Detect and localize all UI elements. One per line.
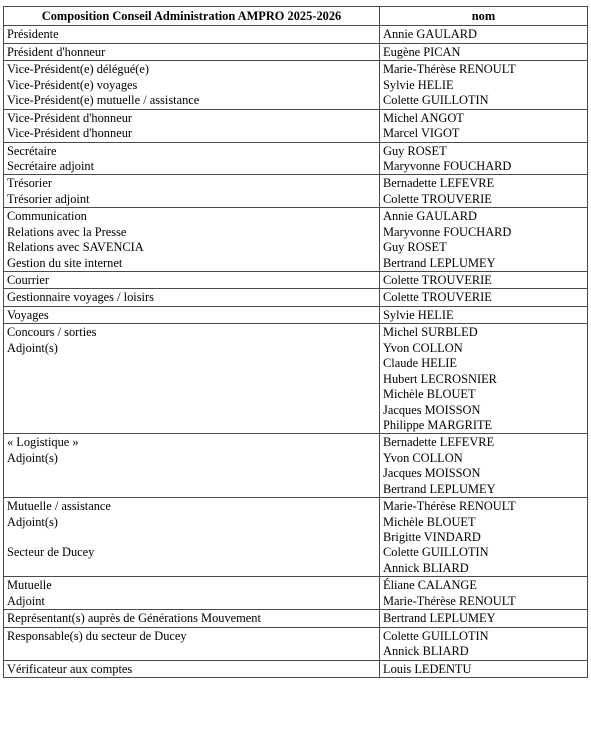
role-label: [7, 482, 376, 497]
name-cell: [380, 434, 588, 498]
member-name: Maryvonne FOUCHARD: [383, 224, 512, 239]
role-label: Voyages: [7, 307, 49, 322]
member-name: Bertrand LEPLUMEY: [383, 611, 496, 626]
role-cell: [4, 610, 380, 627]
member-name: Annick BLIARD: [383, 560, 469, 575]
role-label: Relations avec la Presse: [7, 224, 127, 239]
member-name: Claude HELIE: [383, 356, 457, 371]
role-label: [7, 418, 376, 433]
role-label: Vice-Président d'honneur: [7, 110, 133, 125]
table-row: [4, 43, 588, 60]
role-label: Courrier: [7, 273, 49, 288]
member-name: Michèle BLOUET: [383, 387, 476, 402]
table-row: [4, 577, 588, 610]
role-cell: [4, 175, 380, 208]
role-cell: [4, 61, 380, 109]
table-row: [4, 61, 588, 109]
table-row: [4, 109, 588, 142]
member-name: Yvon COLLON: [383, 340, 463, 355]
role-cell: [4, 660, 380, 677]
name-cell: [380, 43, 588, 60]
member-name: Marie-Thérèse RENOULT: [383, 499, 516, 514]
role-label: [7, 356, 376, 371]
role-label: Communication: [7, 209, 87, 224]
role-cell: [4, 142, 380, 175]
role-label: Secrétaire: [7, 143, 57, 158]
name-cell: [380, 26, 588, 43]
name-cell: [380, 577, 588, 610]
role-label: [7, 387, 376, 402]
role-cell: [4, 272, 380, 289]
role-cell: [4, 208, 380, 272]
name-cell: [380, 272, 588, 289]
member-name: Michel ANGOT: [383, 110, 464, 125]
name-cell: [380, 289, 588, 306]
role-label: Vice-Président d'honneur: [7, 126, 133, 141]
member-name: Colette TROUVERIE: [383, 290, 492, 305]
member-name: Marcel VIGOT: [383, 126, 460, 141]
role-cell: [4, 577, 380, 610]
role-label: Trésorier: [7, 176, 52, 191]
role-cell: [4, 43, 380, 60]
role-label: Adjoint(s): [7, 340, 58, 355]
member-name: Jacques MOISSON: [383, 466, 481, 481]
member-name: Michel SURBLED: [383, 325, 478, 340]
role-label: Président d'honneur: [7, 44, 106, 59]
table-row: [4, 289, 588, 306]
name-cell: [380, 142, 588, 175]
member-name: Maryvonne FOUCHARD: [383, 158, 512, 173]
name-cell: [380, 324, 588, 434]
table-row: [4, 208, 588, 272]
member-name: Bernadette LEFEVRE: [383, 176, 495, 191]
member-name: Colette GUILLOTIN: [383, 545, 489, 560]
member-name: Marie-Thérèse RENOULT: [383, 593, 516, 608]
header-role: Composition Conseil Administration AMPRO 2025-2026: [4, 7, 380, 26]
table-row: [4, 660, 588, 677]
table-row: [4, 610, 588, 627]
member-name: Bertrand LEPLUMEY: [383, 255, 496, 270]
role-cell: [4, 26, 380, 43]
table-row: [4, 306, 588, 323]
table-body: [4, 26, 588, 678]
table-row: [4, 26, 588, 43]
table-header-row: [4, 7, 588, 26]
role-label: Représentant(s) auprès de Générations Mouvement: [7, 611, 261, 626]
name-cell: [380, 61, 588, 109]
table-row: [4, 434, 588, 498]
role-cell: [4, 289, 380, 306]
member-name: Éliane CALANGE: [383, 578, 477, 593]
role-label: Vice-Président(e) mutuelle / assistance: [7, 93, 200, 108]
name-cell: [380, 498, 588, 577]
name-cell: [380, 610, 588, 627]
role-label: [7, 530, 376, 545]
role-label: Vice-Président(e) délégué(e): [7, 62, 150, 77]
role-label: Concours / sorties: [7, 325, 97, 340]
member-name: Hubert LECROSNIER: [383, 371, 497, 386]
member-name: Eugène PICAN: [383, 44, 461, 59]
role-cell: [4, 109, 380, 142]
member-name: Annie GAULARD: [383, 209, 477, 224]
member-name: Colette GUILLOTIN: [383, 93, 489, 108]
member-name: Colette TROUVERIE: [383, 273, 492, 288]
member-name: Marie-Thérèse RENOULT: [383, 62, 516, 77]
table-row: [4, 324, 588, 434]
role-cell: [4, 627, 380, 660]
member-name: Yvon COLLON: [383, 450, 463, 465]
role-label: Secrétaire adjoint: [7, 158, 95, 173]
member-name: Colette TROUVERIE: [383, 191, 492, 206]
header-name: nom: [380, 7, 588, 26]
table-row: [4, 627, 588, 660]
role-label: « Logistique »: [7, 435, 79, 450]
member-name: Annie GAULARD: [383, 27, 477, 42]
role-label: Gestionnaire voyages / loisirs: [7, 290, 154, 305]
role-label: Adjoint(s): [7, 514, 58, 529]
role-label: Mutuelle / assistance: [7, 499, 111, 514]
name-cell: [380, 109, 588, 142]
name-cell: [380, 175, 588, 208]
name-cell: [380, 208, 588, 272]
board-composition-table: [3, 6, 588, 678]
role-label: Trésorier adjoint: [7, 191, 90, 206]
member-name: Bertrand LEPLUMEY: [383, 481, 496, 496]
role-label: [7, 466, 376, 481]
role-label: Relations avec SAVENCIA: [7, 240, 144, 255]
table-row: [4, 142, 588, 175]
member-name: Louis LEDENTU: [383, 661, 472, 676]
member-name: Brigitte VINDARD: [383, 530, 481, 545]
role-label: Mutuelle: [7, 578, 52, 593]
role-label: Adjoint(s): [7, 450, 58, 465]
role-label: Adjoint: [7, 593, 45, 608]
role-label: [7, 561, 376, 576]
member-name: Colette GUILLOTIN: [383, 628, 489, 643]
member-name: Sylvie HELIE: [383, 77, 454, 92]
role-label: Vérificateur aux comptes: [7, 661, 133, 676]
role-label: Vice-Président(e) voyages: [7, 77, 138, 92]
role-label: [7, 403, 376, 418]
member-name: Guy ROSET: [383, 143, 447, 158]
name-cell: [380, 627, 588, 660]
role-label: Présidente: [7, 27, 59, 42]
table-row: [4, 175, 588, 208]
role-cell: [4, 498, 380, 577]
role-label: Secteur de Ducey: [7, 545, 95, 560]
member-name: Bernadette LEFEVRE: [383, 435, 495, 450]
role-cell: [4, 306, 380, 323]
name-cell: [380, 660, 588, 677]
member-name: Guy ROSET: [383, 240, 447, 255]
role-label: [7, 644, 376, 659]
table-row: [4, 272, 588, 289]
member-name: Sylvie HELIE: [383, 307, 454, 322]
role-label: Responsable(s) du secteur de Ducey: [7, 628, 187, 643]
role-cell: [4, 434, 380, 498]
member-name: Annick BLIARD: [383, 644, 469, 659]
role-label: [7, 372, 376, 387]
member-name: Jacques MOISSON: [383, 402, 481, 417]
table-row: [4, 498, 588, 577]
role-label: Gestion du site internet: [7, 255, 123, 270]
role-cell: [4, 324, 380, 434]
member-name: Michèle BLOUET: [383, 514, 476, 529]
name-cell: [380, 306, 588, 323]
member-name: Philippe MARGRITE: [383, 417, 493, 432]
